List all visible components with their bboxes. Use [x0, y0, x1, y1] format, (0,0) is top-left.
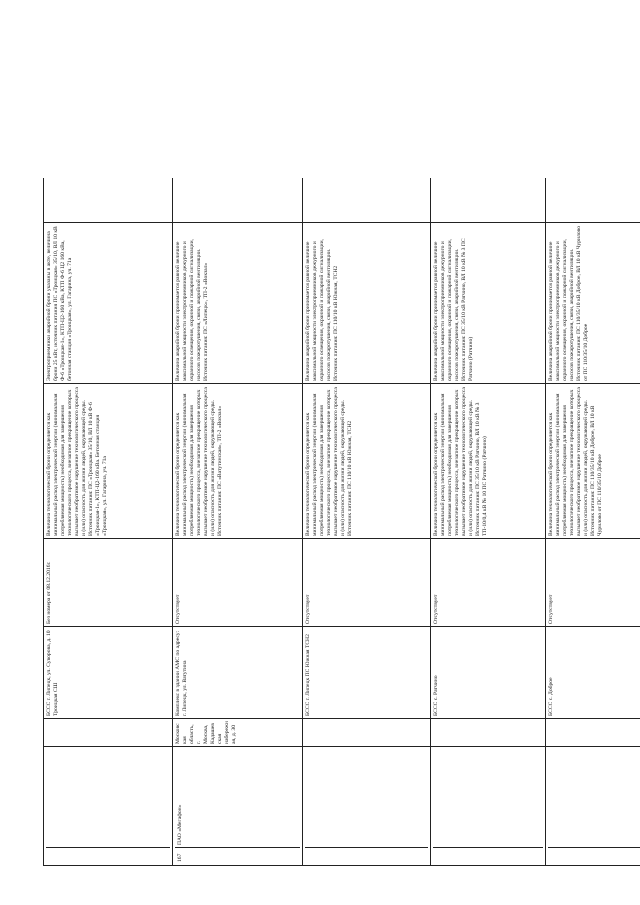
- table-row: [173, 178, 303, 866]
- table-cell-address: [303, 718, 430, 746]
- cell-number-value: [548, 847, 640, 863]
- cell-number-value: [305, 847, 428, 863]
- table-cell-address: [44, 718, 172, 746]
- table-cell-tech: Величина технологической брони определяется как минимальный расход электрической энергии (минимальная потребляемая мощность) необходимая для завершения технологического процесса, внезапное прекращение которых вызывает необратимое нарушение технологического процесса и (или) опасность для жизни людей, окружающей среды. Источник питания: ПС 110/10 кВ Южная, ТСН2: [303, 383, 430, 538]
- cell-org-value: ПАО «Мегафон»: [177, 804, 183, 845]
- table-row: [431, 178, 546, 866]
- cell-org-value: [548, 749, 640, 847]
- table-cell-emergency: Величина аварийной брони принимается равной величине максимальной мощности электроприемников дежурного и охранного освещения, охранной и пожарной сигнализации, насосов пожаротушения, связи, аварийной вентиляции. Источник питания: ПС «Липецк», ТП-2 «Вокзал»: [173, 222, 302, 383]
- data-table: [43, 178, 640, 866]
- cell-number-value: [433, 847, 543, 863]
- table-cell-number: [44, 746, 172, 866]
- table-cell-address: [431, 718, 545, 746]
- table-cell-tech: Величина технологической брони определяется как минимальный расход электрической энергии (минимальная потребляемая мощность) необходимая для завершения технологического процесса, внезапное прекращение которых вызывает необратимое нарушение технологического процесса и (или) опасность для жизни людей, окружающей среды. Источник питания: ПС «Троицкая» 35/10, ВЛ 10 кВ Ф-6 «Троицкая-1», КТП-Ц2-160 кВа. Бетонная станция «Троицкая», ул. Гагарина, уч. 71а: [44, 383, 172, 538]
- table-cell-doc: Отсутствует: [173, 538, 302, 626]
- table-cell-object: Комплекс в здании АМС по адресу: г. Липецк, ул. Ватутина: [173, 626, 302, 718]
- table-cell-number: [431, 746, 545, 866]
- table-cell-address: Московская область, г. Москва, Кадашевская набережная, д. 30: [173, 718, 302, 746]
- table-cell-number: [173, 746, 302, 866]
- table-cell-doc: Отсутствует: [546, 538, 640, 626]
- table-cell-emergency: Электроприемники аварийной брони указаны в акте, величина брони 25 кВт, источник питания ПС «Троицкая» 35/10, ВЛ 10 кВ Ф-6 «Троицкая-1», КТП-Ц2-160 кВа, КТП Ф-6 Ц2 160 кВа, бетонная станция «Троицкая», ул. Гагарина, уч. 71а: [44, 222, 172, 383]
- table-cell-doc: Без номера от 08.12.2016г.: [44, 538, 172, 626]
- cell-org-value: [305, 749, 428, 847]
- table-cell-emergency: Величина аварийной брони принимается равной величине максимальной мощности электроприемников дежурного и охранного освещения, охранной и пожарной сигнализации, насосов пожаротушения, связи, аварийной вентиляции. Источник питания: ПС 110/35/10 кВ Доброе, ВЛ 10 кВ Чурилово от ПС 110/35/10 Доброе: [546, 222, 640, 383]
- table-cell-address: [546, 718, 640, 746]
- table-cell-object: БССС г. Липецк ПС Южная ТСН2: [303, 626, 430, 718]
- table-cell-tech: Величина технологической брони определяется как минимальный расход электрической энергии (минимальная потребляемая мощность) необходимая для завершения технологического процесса, внезапное прекращение которых вызывает необратимое нарушение технологического процесса и (или) опасность для жизни людей, окружающей среды. Источник питания: ПС 110/35/10 кВ Доброе, ВЛ 10 кВ Чурилово от ПС 110/35/10 Доброе: [546, 383, 640, 538]
- table-cell-tech: Величина технологической брони определяется как минимальный расход электрической энергии (минимальная потребляемая мощность) необходимая для завершения технологического процесса, внезапное прекращение которых вызывает необратимое нарушение технологического процесса и (или) опасность для жизни людей, окружающей среды. Источник питания: ПС 35/10 кВ Ратчино, ВЛ 10 кВ № 3 ТП-10/0,4 кВ № 10 ПС Ратчино (Ратчино): [431, 383, 545, 538]
- cell-org-value: [433, 749, 543, 847]
- cell-number-value: 167: [175, 847, 300, 863]
- table-cell-doc: Отсутствует: [303, 538, 430, 626]
- table-cell-number: [303, 746, 430, 866]
- table-cell-doc: Отсутствует: [431, 538, 545, 626]
- cell-org-value: [46, 749, 170, 847]
- cell-number-value: [46, 847, 170, 863]
- table-cell-emergency: Величина аварийной брони принимается равной величине максимальной мощности электроприемников дежурного и охранного освещения, охранной и пожарной сигнализации, насосов пожаротушения, связи, аварийной вентиляции. Источник питания: ПС 35/10 кВ Ратчино, ВЛ 10 кВ № 3 ПС Ратчино (Ратчино): [431, 222, 545, 383]
- table-cell-object: БССС г. Липецк, ул. Суворова, д. 10 Троицкая СШ: [44, 626, 172, 718]
- table-row: [546, 178, 640, 866]
- rotated-table-container: [43, 178, 640, 866]
- table-cell-tech: Величина технологической брони определяется как минимальный расход электрической энергии (минимальная потребляемая мощность) необходимая для завершения технологического процесса, внезапное прекращение которых вызывает необратимое нарушение технологического процесса и (или) опасность для жизни людей, окружающей среды. Источник питания: ПС «Ватутинская», ТП-2 «Вокзал»: [173, 383, 302, 538]
- table-cell-number: [546, 746, 640, 866]
- table-row: [303, 178, 431, 866]
- table-cell-object: БССС с. Ратчино: [431, 626, 545, 718]
- table-cell-object: БССС с. Доброе: [546, 626, 640, 718]
- table-row: [43, 178, 173, 866]
- table-cell-emergency: Величина аварийной брони принимается равной величине максимальной мощности электроприемников дежурного и охранного освещения, охранной и пожарной сигнализации, насосов пожаротушения, связи, аварийной вентиляции. Источник питания: ПС 110/10 кВ Южная, ТСН2: [303, 222, 430, 383]
